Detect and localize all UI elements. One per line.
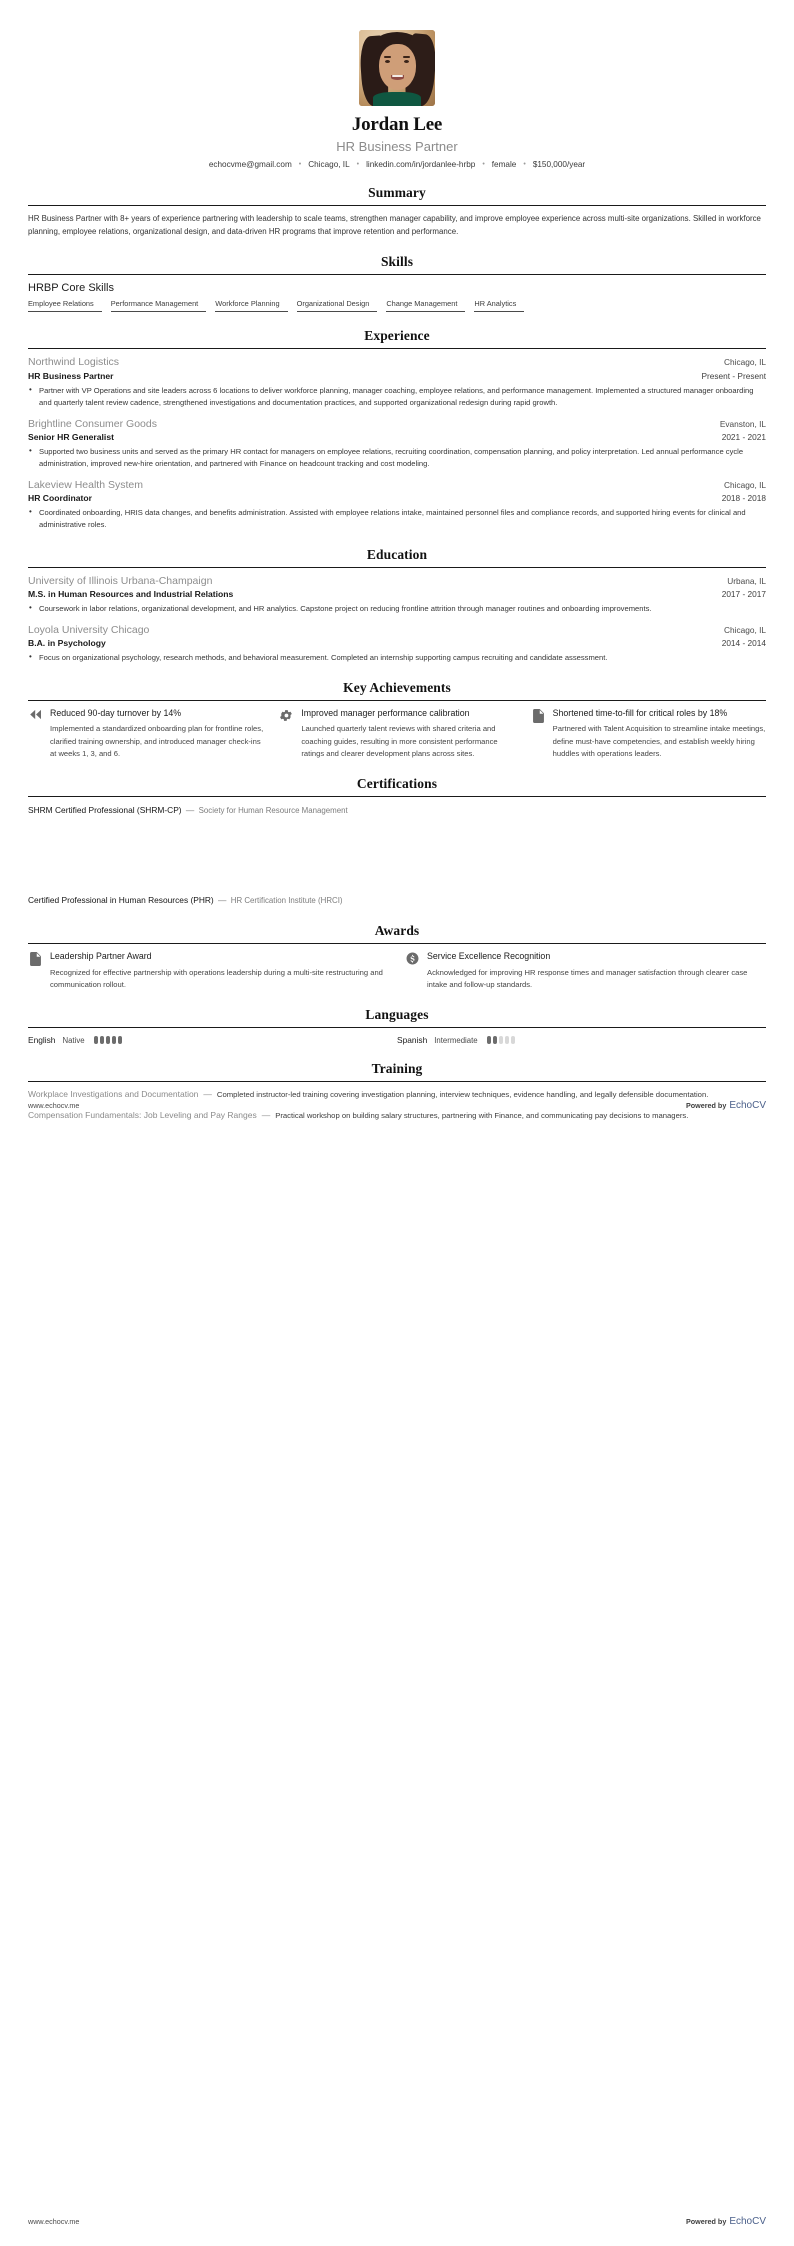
- achievement-title: Reduced 90-day turnover by 14%: [50, 707, 182, 718]
- section-languages: [28, 1007, 766, 1045]
- rewind-icon: [28, 708, 43, 724]
- school-name: Loyola University Chicago: [28, 623, 150, 636]
- job-bullets: [28, 385, 766, 409]
- contact-gender: female: [491, 159, 517, 169]
- brand-name[interactable]: EchoCV: [729, 1100, 766, 1111]
- job-bullet: • Partner with VP Operations and site leaders across 6 locations to deliver workforce planning, manager coaching, employee relations, and performance management. Implemented a structured manager onboarding and quarterly talent review cadence, strengthened investigations and documentation practices, and supported organizational redesign during rapid growth.: [28, 385, 766, 409]
- section-education: [28, 547, 766, 664]
- separator-dot: •: [298, 160, 302, 168]
- education-entry: [28, 624, 766, 664]
- resume-sheet: [0, 0, 794, 1122]
- page-break-gap: [28, 824, 766, 894]
- education-bullet: • Coursework in labor relations, organizational development, and HR analytics. Capstone project on reducing frontline attrition through manager routines and onboarding improvements.: [28, 603, 766, 615]
- section-experience: [28, 328, 766, 530]
- education-bullets: [28, 652, 766, 664]
- degree-dates: 2014 - 2014: [721, 638, 766, 649]
- section-title-training: Training: [371, 1061, 423, 1077]
- skill-chip: Change Management: [386, 299, 465, 312]
- employer-location: Chicago, IL: [724, 357, 766, 368]
- degree-title: B.A. in Psychology: [28, 638, 106, 649]
- skill-chip: Performance Management: [111, 299, 207, 312]
- education-bullets: [28, 603, 766, 615]
- language-item: [28, 1035, 397, 1045]
- certification-dash: —: [185, 805, 195, 816]
- section-training: [28, 1061, 766, 1122]
- employer-location: Evanston, IL: [719, 418, 766, 429]
- section-rule: [28, 1027, 766, 1028]
- award-card: [405, 951, 766, 991]
- section-skills: [28, 254, 766, 312]
- school-location: Chicago, IL: [724, 624, 766, 635]
- language-list: [28, 1035, 766, 1045]
- avatar: [359, 30, 435, 106]
- section-title-key-achievements: Key Achievements: [343, 679, 451, 695]
- job-dates: 2021 - 2021: [721, 432, 766, 443]
- language-proficiency-bars: [487, 1036, 515, 1044]
- section-title-awards: Awards: [374, 923, 420, 939]
- skill-chip: HR Analytics: [474, 299, 524, 312]
- section-rule: [28, 567, 766, 568]
- separator-dot: •: [523, 160, 526, 168]
- achievement-description: Implemented a standardized onboarding plan for frontline roles, clarified training ownership, and introduced manager check-ins at weeks 1, 3, and 6.: [50, 724, 264, 759]
- school-location: Urbana, IL: [727, 575, 766, 586]
- job-bullets: [28, 507, 766, 531]
- award-description: Acknowledged for improving HR response times and manager satisfaction through clearer case intake and follow-up standards.: [427, 967, 748, 990]
- language-proficiency-bars: [94, 1036, 122, 1044]
- education-bullet: • Focus on organizational psychology, research methods, and behavioral measurement. Completed an internship supporting campus recruiting and candidate assessment.: [28, 652, 766, 664]
- experience-entry: [28, 356, 766, 408]
- section-title-skills: Skills: [380, 254, 414, 270]
- section-rule: [28, 796, 766, 797]
- achievement-title: Improved manager performance calibration: [301, 707, 470, 718]
- section-certifications: [28, 776, 766, 907]
- award-title: Service Excellence Recognition: [427, 951, 551, 962]
- section-rule: [28, 1081, 766, 1082]
- experience-entry: [28, 418, 766, 470]
- separator-dot: •: [482, 160, 485, 168]
- skill-group-name: HRBP Core Skills: [28, 282, 114, 295]
- achievement-card: [279, 708, 514, 761]
- training-dash: —: [203, 1089, 212, 1100]
- section-title-experience: Experience: [364, 328, 430, 344]
- contact-line: [28, 160, 766, 169]
- degree-title: M.S. in Human Resources and Industrial Relations: [28, 589, 234, 600]
- section-awards: [28, 923, 766, 991]
- skill-list: [28, 299, 766, 312]
- job-title: HR Business Partner: [28, 371, 114, 382]
- job-dates: 2018 - 2018: [721, 493, 766, 504]
- section-summary: [28, 185, 766, 239]
- document-icon: [531, 708, 546, 724]
- powered-by-label: Powered by: [685, 1101, 727, 1110]
- separator-dot: •: [356, 160, 360, 168]
- footer-powered-by: [686, 2216, 766, 2227]
- achievement-description: Partnered with Talent Acquisition to streamline intake meetings, define must-have competencies, and establish weekly hiring huddles with operations leaders.: [552, 724, 766, 759]
- training-description: Completed instructor-led training covering investigation planning, interview techniques, evidence handling, and legally defensible documentation.: [216, 1090, 709, 1100]
- section-rule: [28, 943, 766, 944]
- brand-name[interactable]: EchoCV: [729, 2216, 766, 2227]
- section-title-education: Education: [366, 546, 428, 562]
- certification-name: SHRM Certified Professional (SHRM-CP): [28, 805, 182, 816]
- dollar-circle-icon: [405, 951, 420, 967]
- contact-linkedin[interactable]: linkedin.com/in/jordanlee-hrbp: [366, 159, 476, 169]
- achievement-card: [28, 708, 263, 761]
- certification-row: [28, 804, 766, 817]
- employer-name: Brightline Consumer Goods: [28, 417, 157, 430]
- training-dash: —: [261, 1110, 271, 1121]
- achievement-card: [531, 708, 766, 761]
- section-title-summary: Summary: [368, 184, 426, 200]
- award-card: [28, 951, 389, 991]
- section-key-achievements: [28, 680, 766, 761]
- document-icon: [28, 951, 43, 967]
- section-rule: [28, 205, 766, 206]
- skill-chip: Workforce Planning: [215, 299, 287, 312]
- employer-name: Northwind Logistics: [28, 356, 120, 369]
- degree-dates: 2017 - 2017: [721, 589, 766, 600]
- achievement-description: Launched quarterly talent reviews with shared criteria and coaching guides, resulting in more consistent performance ratings and clearer development plans across sites.: [301, 724, 498, 759]
- page-footer: [28, 2216, 766, 2227]
- footer-website[interactable]: www.echocv.me: [28, 1101, 80, 1110]
- language-level: Intermediate: [434, 1035, 478, 1045]
- job-title: HR Coordinator: [28, 493, 92, 504]
- education-entry: [28, 575, 766, 615]
- job-bullets: [28, 446, 766, 470]
- summary-text: HR Business Partner with 8+ years of experience partnering with leadership to scale teams, strengthen manager capability, and improve employee experience across multi-site organizations. Skilled in workforce planning, employee relations, organizational design, and data-driven HR programs that improve retention and performance.: [28, 213, 761, 236]
- job-bullet: • Supported two business units and served as the primary HR contact for managers on employee relations, recruiting coordination, compensation planning, and policy interpretation. Led annual performance cycle administration, improved new-hire orientation, and partnered with Finance on headcount tracking and cost modeling.: [28, 446, 766, 470]
- training-name: Compensation Fundamentals: Job Leveling and Pay Ranges: [28, 1110, 257, 1121]
- training-description: Practical workshop on building salary structures, partnering with Finance, and communicating pay decisions to managers.: [275, 1111, 689, 1121]
- training-name: Workplace Investigations and Documentation: [28, 1089, 199, 1100]
- contact-location: Chicago, IL: [308, 159, 350, 169]
- section-title-certifications: Certifications: [356, 776, 438, 792]
- resume-header: [28, 28, 766, 169]
- language-name: English: [28, 1035, 56, 1046]
- page-title: Jordan Lee: [351, 114, 443, 135]
- training-row: [28, 1110, 766, 1122]
- section-rule: [28, 274, 766, 275]
- certification-row: [28, 894, 766, 907]
- page-footer: [28, 1100, 766, 1111]
- school-name: University of Illinois Urbana-Champaign: [28, 574, 213, 587]
- certification-issuer: HR Certification Institute (HRCI): [230, 896, 343, 906]
- employer-name: Lakeview Health System: [28, 478, 143, 491]
- job-title: Senior HR Generalist: [28, 432, 114, 443]
- skill-chip: Organizational Design: [297, 299, 378, 312]
- contact-email[interactable]: echocvme@gmail.com: [208, 159, 292, 169]
- skill-chip: Employee Relations: [28, 299, 102, 312]
- achievement-title: Shortened time-to-fill for critical roles by 18%: [552, 707, 728, 718]
- section-title-languages: Languages: [365, 1007, 429, 1023]
- gear-icon: [279, 708, 294, 724]
- award-title: Leadership Partner Award: [50, 951, 152, 962]
- job-bullet: • Coordinated onboarding, HRIS data changes, and benefits administration. Assisted with employee relations intake, maintained personnel files and compliance records, and supported hiring events for clinical and administrative roles.: [28, 507, 766, 531]
- achievement-cards: [28, 708, 766, 761]
- job-role: HR Business Partner: [336, 138, 458, 154]
- job-dates: Present - Present: [701, 371, 766, 382]
- award-cards: [28, 951, 766, 991]
- powered-by-label: Powered by: [685, 2217, 727, 2226]
- language-level: Native: [62, 1035, 85, 1045]
- section-rule: [28, 348, 766, 349]
- footer-website[interactable]: www.echocv.me: [28, 2217, 80, 2226]
- contact-salary: $150,000/year: [532, 159, 586, 169]
- certification-dash: —: [218, 895, 227, 906]
- employer-location: Chicago, IL: [724, 479, 766, 490]
- section-rule: [28, 700, 766, 701]
- experience-entry: [28, 479, 766, 531]
- language-item: [397, 1035, 766, 1045]
- certification-issuer: Society for Human Resource Management: [198, 806, 348, 816]
- certification-name: Certified Professional in Human Resources (PHR): [28, 895, 214, 906]
- language-name: Spanish: [397, 1035, 428, 1046]
- award-description: Recognized for effective partnership with operations leadership during a multi-site restructuring and communication rollout.: [50, 967, 383, 990]
- footer-powered-by: [686, 1100, 766, 1111]
